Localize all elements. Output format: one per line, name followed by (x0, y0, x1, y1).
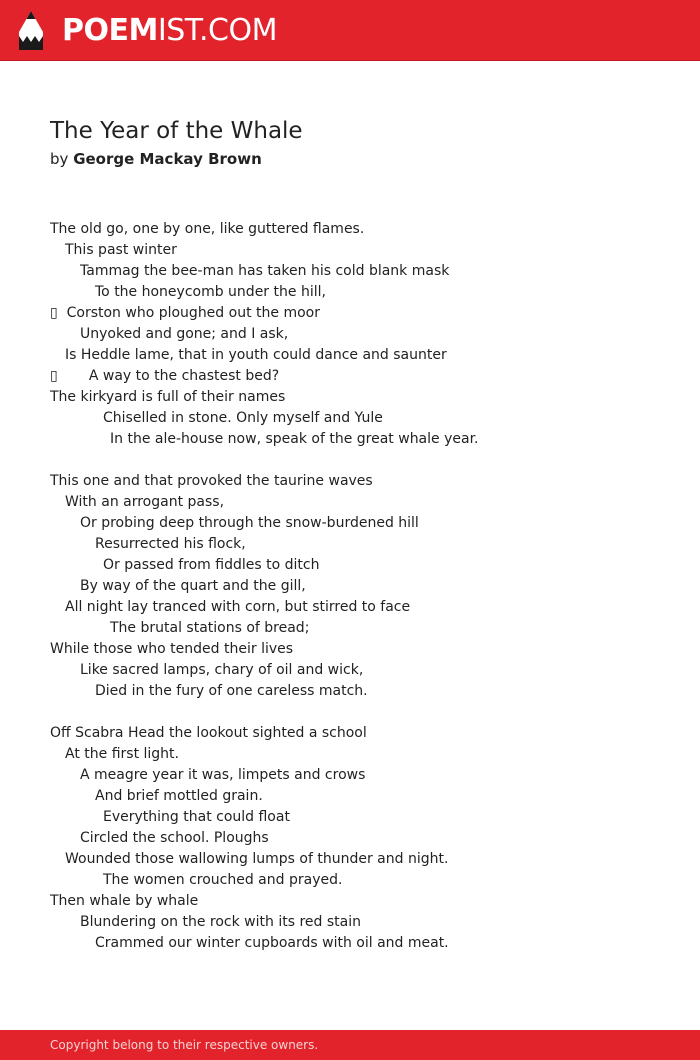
poem-line: Off Scabra Head the lookout sighted a school (50, 725, 367, 741)
poem-line: The brutal stations of bread; (110, 620, 310, 636)
poem-line: Wounded those wallowing lumps of thunder and night. (65, 851, 449, 867)
author-name: George Mackay Brown (73, 150, 262, 168)
site-logo-link[interactable] (62, 12, 277, 50)
poem-line: The women crouched and prayed. (103, 872, 343, 888)
brand-name-bold: POEM (62, 13, 158, 48)
poem-line: Is Heddle lame, that in youth could dance and saunter (65, 347, 447, 363)
poem-line: Everything that could float (103, 809, 290, 825)
poem-line: This past winter (65, 242, 177, 258)
poem-line: Or probing deep through the snow-burdened hill (80, 515, 419, 531)
poem-line: This one and that provoked the taurine waves (50, 473, 373, 489)
poem-line: Crammed our winter cupboards with oil and meat. (95, 935, 449, 951)
poem-line: To the honeycomb under the hill, (95, 284, 326, 300)
poem-byline (50, 149, 262, 169)
poem-line: By way of the quart and the gill, (80, 578, 306, 594)
poem-line: Then whale by whale (50, 893, 199, 909)
site-header (0, 0, 700, 61)
poem-line: Resurrected his flock, (95, 536, 246, 552)
stanza-break (50, 450, 670, 471)
poem-line: With an arrogant pass, (65, 494, 225, 510)
poem-line: All night lay tranced with corn, but stirred to face (65, 599, 411, 615)
poem-line: Died in the fury of one careless match. (95, 683, 368, 699)
by-label: by (50, 150, 69, 168)
poem-title: The Year of the Whale (50, 118, 303, 144)
poem-line: Tammag the bee-man has taken his cold blank mask (80, 263, 450, 279)
poem-line: In the ale-house now, speak of the great whale year. (110, 431, 479, 447)
pencil-tip-icon[interactable] (18, 10, 44, 51)
poem-line: And brief mottled grain. (95, 788, 263, 804)
poem-line: Circled the school. Ploughs (80, 830, 269, 846)
poem-line: The kirkyard is full of their names (50, 389, 286, 405)
site-footer (0, 1030, 700, 1060)
poem-line: Chiselled in stone. Only myself and Yule (103, 410, 383, 426)
poem-line: ▯ A way to the chastest bed? (50, 368, 280, 384)
brand-name-light: IST.COM (157, 13, 277, 48)
poem-line: ▯ Corston who ploughed out the moor (50, 305, 320, 321)
poem-line: Or passed from fiddles to ditch (103, 557, 320, 573)
poem-line: At the first light. (65, 746, 179, 762)
poem-body (50, 219, 670, 954)
poem-line: While those who tended their lives (50, 641, 294, 657)
poem-line: The old go, one by one, like guttered flames. (50, 221, 365, 237)
poem-line: Blundering on the rock with its red stain (80, 914, 361, 930)
poem-line: A meagre year it was, limpets and crows (80, 767, 366, 783)
poem-line: Unyoked and gone; and I ask, (80, 326, 289, 342)
copyright-text: Copyright belong to their respective owners. (50, 1038, 319, 1052)
poem-line: Like sacred lamps, chary of oil and wick, (80, 662, 364, 678)
stanza-break (50, 702, 670, 723)
